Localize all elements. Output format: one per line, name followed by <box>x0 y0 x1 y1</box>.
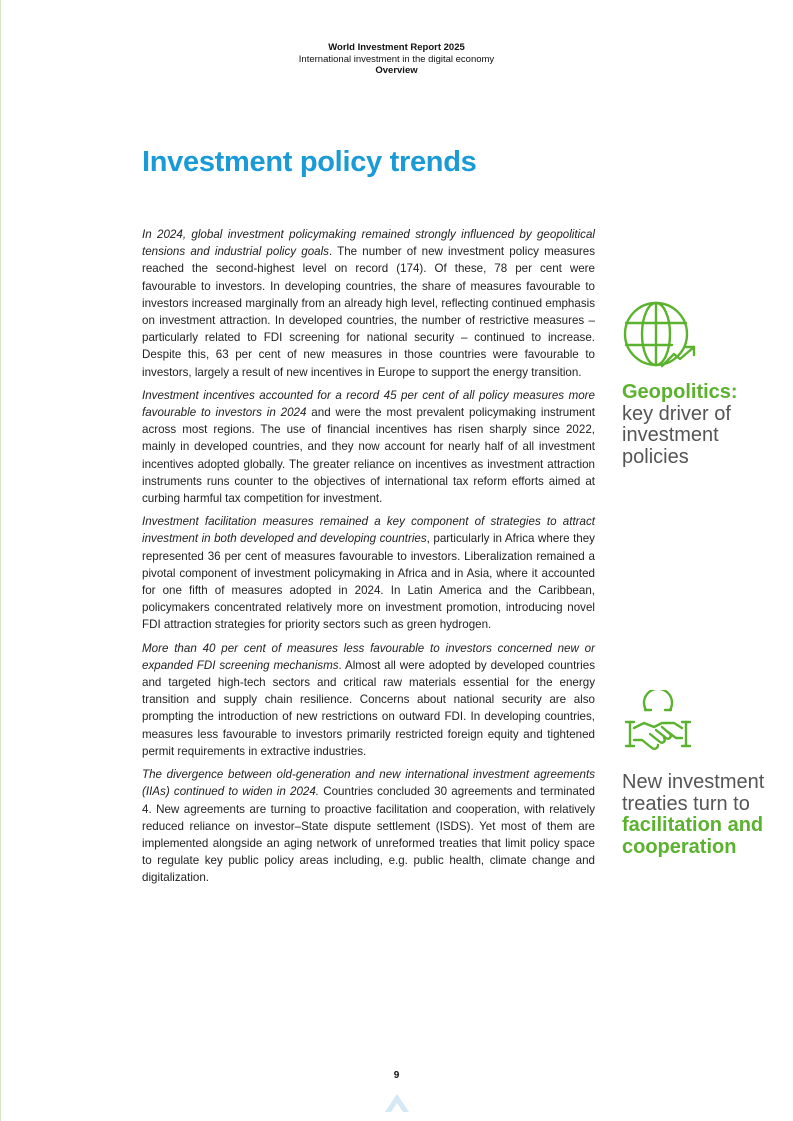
callout-treaties <box>622 690 782 858</box>
callout-treaties-title <box>622 772 782 858</box>
paragraph-body: . Almost all were adopted by developed countries and targeted high-tech sectors and critical raw materials essential for the energy transition and supply chain resilience. Concerns about national security are also prompting the introduction of new restrictions on outward FDI. In developing countries, measures less favourable to investors primarily restricted foreign equity and tightened permit requirements in extractive industries. <box>142 658 595 758</box>
paragraph-lead: Investment incentives accounted for a record 45 per cent of all policy measures more favourable to investors in 2024 <box>142 388 595 420</box>
paragraph <box>142 226 595 381</box>
body-text <box>142 226 595 893</box>
page-edge-rule <box>0 0 1 1121</box>
paragraph-body: , particularly in Africa where they represented 36 per cent of measures favourable to investors. Liberalization remained a pivotal component of investment policymaking in Africa and in Asia, where it accounted for one fifth of measures adopted in 2024. In Latin America and the Caribbean, policymakers concentrated relatively more on investment promotion, introducing novel FDI attraction strategies for priority sectors such as green hydrogen. <box>142 532 595 632</box>
callout-highlight: Geopolitics: <box>622 381 738 403</box>
paragraph-lead: Investment facilitation measures remained a key component of strategies to attract investment in both developed and developing countries <box>142 515 595 546</box>
paragraph-body: Countries concluded 30 agreements and terminated 4. New agreements are turning to proactive facilitation and cooperation, with relatively reduced reliance on investor–State dispute settlement (ISDS). Yet most of them are implemented alongside an aging network of unreformed treaties that limit policy space to regulate key public policy areas including, e.g. public health, climate change and digitalization. <box>142 785 596 885</box>
callout-highlight: facilitation and cooperation <box>622 814 764 858</box>
page-title: Investment policy trends <box>142 146 477 178</box>
callout-text: key driver of investment policies <box>622 402 731 468</box>
callout-geopolitics-title <box>622 382 782 468</box>
paragraph-body: . The number of new investment policy measures reached the second-highest level on record (174). Of these, 78 per cent were favourable to investors. In developing countries, the share of measures favourable to investors increased marginally from an already high level, reflecting continued emphasis on investment attraction. In developed countries, the number of restrictive measures – particularly related to FDI screening for national security – continued to increase. Despite this, 63 per cent of new measures in those countries were favourable to investors, largely a result of new incentives in Europe to support the energy transition. <box>142 245 596 379</box>
chevron-up-icon[interactable] <box>384 1090 410 1114</box>
paragraph-lead: The divergence between old-generation and new international investment agreements (IIAs) continued to widen in 2024. <box>142 768 595 799</box>
callout-text: New investment treaties turn to <box>622 771 765 815</box>
page-number: 9 <box>393 1070 400 1081</box>
paragraph <box>142 513 595 633</box>
paragraph <box>142 766 595 886</box>
report-title: World Investment Report 2025 <box>328 42 465 53</box>
globe-growth-icon <box>622 300 698 372</box>
paragraph-body: and were the most prevalent policymaking instrument across most regions. The use of financial incentives has risen sharply since 2022, mainly in developed countries, and they now account for nearly half of all investment incentives adopted globally. The greater reliance on incentives as investment attraction instruments runs counter to the objectives of international tax reform efforts aimed at curbing harmful tax competition for investment. <box>142 406 595 506</box>
report-subtitle: International investment in the digital economy <box>298 53 495 65</box>
section-label: Overview <box>375 65 418 76</box>
paragraph-lead: In 2024, global investment policymaking remained strongly influenced by geopolitical tensions and industrial policy goals <box>142 228 595 259</box>
paragraph <box>142 640 595 760</box>
callout-geopolitics <box>622 300 782 468</box>
paragraph-lead: More than 40 per cent of measures less favourable to investors concerned new or expanded FDI screening mechanisms <box>142 641 595 672</box>
paragraph <box>142 387 595 507</box>
running-header <box>0 42 793 77</box>
handshake-icon <box>622 690 694 756</box>
